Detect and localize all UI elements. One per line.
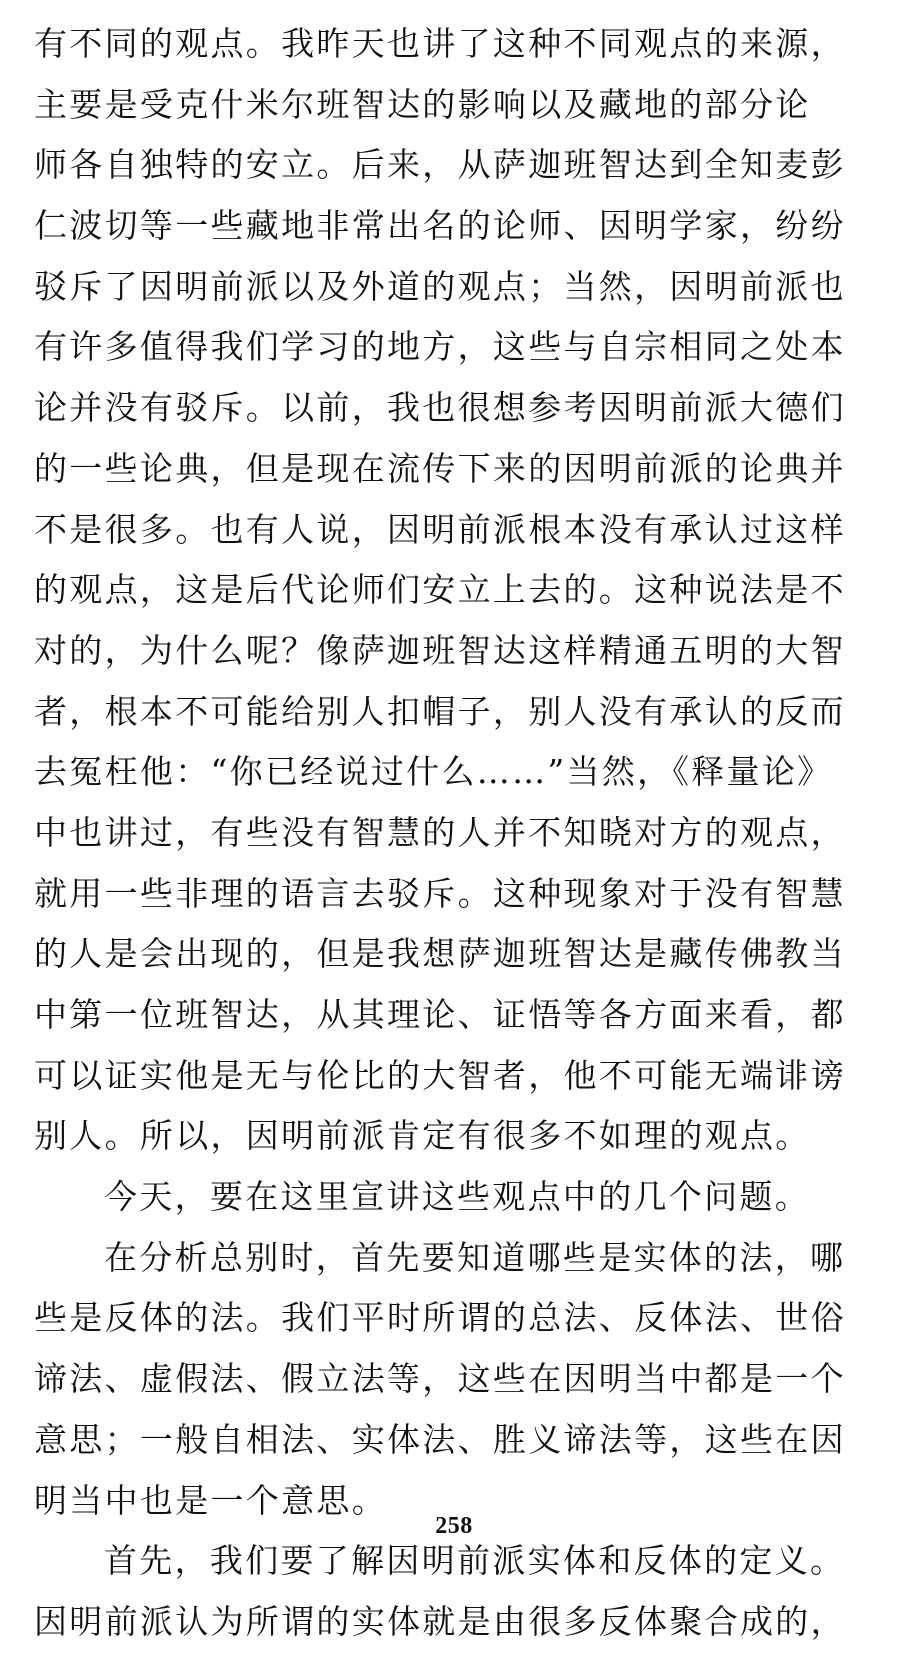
text-line: 师各自独特的安立。后来，从萨迦班智达到全知麦彭 <box>34 145 846 185</box>
text-line: 驳斥了因明前派以及外道的观点；当然，因明前派也 <box>34 266 846 306</box>
text-line: 不是很多。也有人说，因明前派根本没有承认过这样 <box>34 509 846 549</box>
page-number: 258 <box>435 1513 473 1539</box>
text-line: 明当中也是一个意思。 <box>34 1480 387 1520</box>
text-line: 今天，要在这里宣讲这些观点中的几个问题。 <box>104 1177 810 1217</box>
text-line: 对的，为什么呢？像萨迦班智达这样精通五明的大智 <box>34 630 846 670</box>
text-line: 在分析总别时，首先要知道哪些是实体的法，哪 <box>104 1237 846 1277</box>
text-line: 有许多值得我们学习的地方，这些与自宗相同之处本 <box>34 327 846 367</box>
page-body <box>34 14 880 1653</box>
text-line: 谛法、虚假法、假立法等，这些在因明当中都是一个 <box>34 1359 846 1399</box>
text-line: 可以证实他是无与伦比的大智者，他不可能无端诽谤 <box>34 1055 846 1095</box>
text-line: 中第一位班智达，从其理论、证悟等各方面来看，都 <box>34 995 846 1034</box>
text-line: 别人。所以，因明前派肯定有很多不如理的观点。 <box>34 1116 811 1156</box>
text-line: 的观点，这是后代论师们安立上去的。这种说法是不 <box>34 570 846 610</box>
text-line: 论并没有驳斥。以前，我也很想参考因明前派大德们 <box>34 388 846 428</box>
text-line: 的一些论典，但是现在流传下来的因明前派的论典并 <box>34 448 846 488</box>
text-line: 主要是受克什米尔班智达的影响以及藏地的部分论 <box>34 84 811 124</box>
text-line: 因明前派认为所谓的实体就是由很多反体聚合成的， <box>34 1601 846 1641</box>
text-line: 就用一些非理的语言去驳斥。这种现象对于没有智慧 <box>34 873 846 913</box>
text-line: 中也讲过，有些没有智慧的人并不知晓对方的观点， <box>34 812 846 852</box>
text-line: 仁波切等一些藏地非常出名的论师、因明学家，纷纷 <box>34 206 846 246</box>
text-line: 的人是会出现的，但是我想萨迦班智达是藏传佛教当 <box>34 934 846 974</box>
text-line: 者，根本不可能给别人扣帽子，别人没有承认的反而 <box>34 691 846 731</box>
text-line: 去冤枉他：“你已经说过什么……”当然，《释量论》 <box>34 752 833 792</box>
text-line: 意思；一般自相法、实体法、胜义谛法等，这些在因 <box>34 1419 846 1459</box>
text-line: 有不同的观点。我昨天也讲了这种不同观点的来源， <box>34 24 846 63</box>
text-line: 些是反体的法。我们平时所谓的总法、反体法、世俗 <box>34 1298 846 1338</box>
text-line: 首先，我们要了解因明前派实体和反体的定义。 <box>104 1541 846 1581</box>
